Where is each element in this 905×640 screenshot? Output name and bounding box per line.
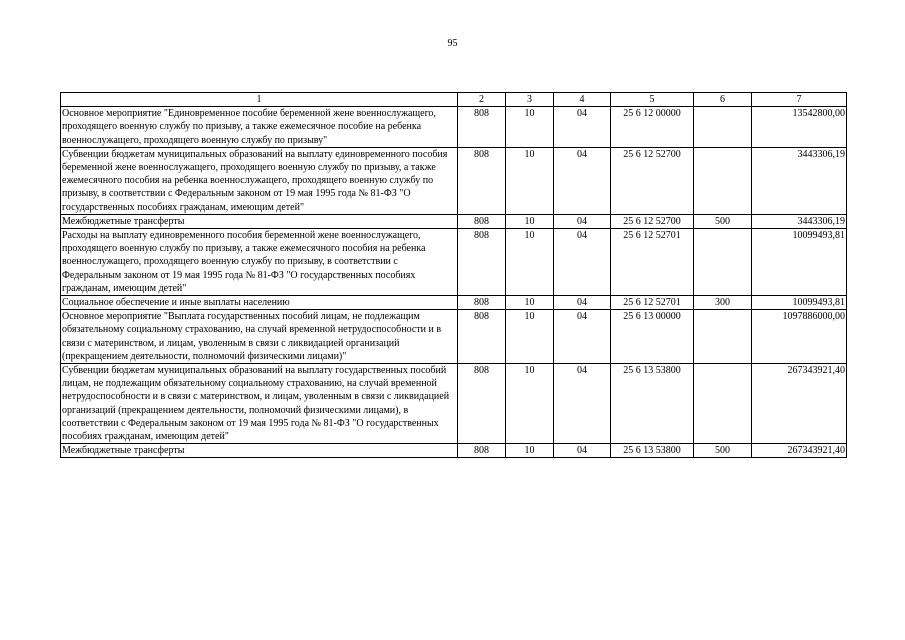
row-name-cell: Основное мероприятие "Единовременное пособие беременной жене военнослужащего, проходящего военную службу по призыву, а также ежемесячное пособие на ребенка военнослужащего, проходящего военную службу по призыву": [61, 107, 458, 148]
ministry-code-cell: 808: [458, 310, 506, 364]
expense-type-cell: 500: [694, 214, 752, 228]
row-name-cell: Расходы на выплату единовременного пособия беременной жене военнослужащего, проходящего военную службу по призыву, а также ежемесячного пособия на ребенка военнослужащего, проходящего военную службу по призыву, в соответствии с Федеральным законом от 19 мая 1995 года № 81-ФЗ "О государственных пособиях гражданам, имеющим детей": [61, 229, 458, 296]
amount-cell: 10099493,81: [752, 229, 847, 296]
target-article-cell: 25 6 12 52701: [611, 229, 694, 296]
subsection-code-cell: 04: [554, 364, 611, 444]
target-article-cell: 25 6 13 00000: [611, 310, 694, 364]
table-row: [61, 147, 847, 214]
expense-type-cell: [694, 229, 752, 296]
row-name-cell: Субвенции бюджетам муниципальных образований на выплату государственных пособий лицам, не подлежащим обязательному социальному страхованию, на случай временной нетрудоспособности и в связи с материнством, и лицам, уволенным в связи с ликвидацией организаций (прекращением деятельности, полномочий физическими лицами), в соответствии с Федеральным законом от 19 мая 1995 года № 81-ФЗ "О государственных пособиях гражданам, имеющим детей": [61, 364, 458, 444]
section-code-cell: 10: [506, 147, 554, 214]
subsection-code-cell: 04: [554, 444, 611, 458]
amount-cell: 10099493,81: [752, 296, 847, 310]
subsection-code-cell: 04: [554, 147, 611, 214]
section-code-cell: 10: [506, 107, 554, 148]
ministry-code-cell: 808: [458, 296, 506, 310]
expense-type-cell: [694, 147, 752, 214]
section-code-cell: 10: [506, 229, 554, 296]
subsection-code-cell: 04: [554, 214, 611, 228]
column-header: 6: [694, 93, 752, 107]
column-header: 1: [61, 93, 458, 107]
subsection-code-cell: 04: [554, 107, 611, 148]
column-header: 4: [554, 93, 611, 107]
section-code-cell: 10: [506, 310, 554, 364]
ministry-code-cell: 808: [458, 444, 506, 458]
ministry-code-cell: 808: [458, 214, 506, 228]
subsection-code-cell: 04: [554, 229, 611, 296]
amount-cell: 3443306,19: [752, 214, 847, 228]
ministry-code-cell: 808: [458, 364, 506, 444]
ministry-code-cell: 808: [458, 147, 506, 214]
ministry-code-cell: 808: [458, 107, 506, 148]
subsection-code-cell: 04: [554, 296, 611, 310]
amount-cell: 13542800,00: [752, 107, 847, 148]
table-header-row: [61, 93, 847, 107]
table-row: [61, 296, 847, 310]
row-name-cell: Межбюджетные трансферты: [61, 444, 458, 458]
amount-cell: 1097886000,00: [752, 310, 847, 364]
table-row: [61, 107, 847, 148]
amount-cell: 267343921,40: [752, 364, 847, 444]
target-article-cell: 25 6 12 00000: [611, 107, 694, 148]
row-name-cell: Межбюджетные трансферты: [61, 214, 458, 228]
expense-type-cell: 500: [694, 444, 752, 458]
page-number: 95: [447, 38, 458, 49]
column-header: 2: [458, 93, 506, 107]
column-header: 7: [752, 93, 847, 107]
budget-table: [60, 92, 847, 458]
subsection-code-cell: 04: [554, 310, 611, 364]
column-header: 5: [611, 93, 694, 107]
expense-type-cell: 300: [694, 296, 752, 310]
row-name-cell: Субвенции бюджетам муниципальных образований на выплату единовременного пособия беременной жене военнослужащего, проходящего военную службу по призыву, а также ежемесячного пособия на ребенка военнослужащего, проходящего военную службу по призыву, в соответствии с Федеральным законом от 19 мая 1995 года № 81-ФЗ "О государственных пособиях гражданам, имеющим детей": [61, 147, 458, 214]
expense-type-cell: [694, 310, 752, 364]
section-code-cell: 10: [506, 444, 554, 458]
table-row: [61, 229, 847, 296]
ministry-code-cell: 808: [458, 229, 506, 296]
target-article-cell: 25 6 12 52700: [611, 147, 694, 214]
amount-cell: 267343921,40: [752, 444, 847, 458]
row-name-cell: Основное мероприятие "Выплата государственных пособий лицам, не подлежащим обязательному социальному страхованию, на случай временной нетрудоспособности и в связи с материнством, и лицам, уволенным в связи с ликвидацией организаций (прекращением деятельности, полномочий физическими лицами)": [61, 310, 458, 364]
target-article-cell: 25 6 13 53800: [611, 364, 694, 444]
table-row: [61, 310, 847, 364]
target-article-cell: 25 6 13 53800: [611, 444, 694, 458]
target-article-cell: 25 6 12 52700: [611, 214, 694, 228]
section-code-cell: 10: [506, 214, 554, 228]
amount-cell: 3443306,19: [752, 147, 847, 214]
expense-type-cell: [694, 107, 752, 148]
table-row: [61, 364, 847, 444]
row-name-cell: Социальное обеспечение и иные выплаты населению: [61, 296, 458, 310]
table-row: [61, 214, 847, 228]
target-article-cell: 25 6 12 52701: [611, 296, 694, 310]
section-code-cell: 10: [506, 296, 554, 310]
section-code-cell: 10: [506, 364, 554, 444]
expense-type-cell: [694, 364, 752, 444]
table-row: [61, 444, 847, 458]
column-header: 3: [506, 93, 554, 107]
